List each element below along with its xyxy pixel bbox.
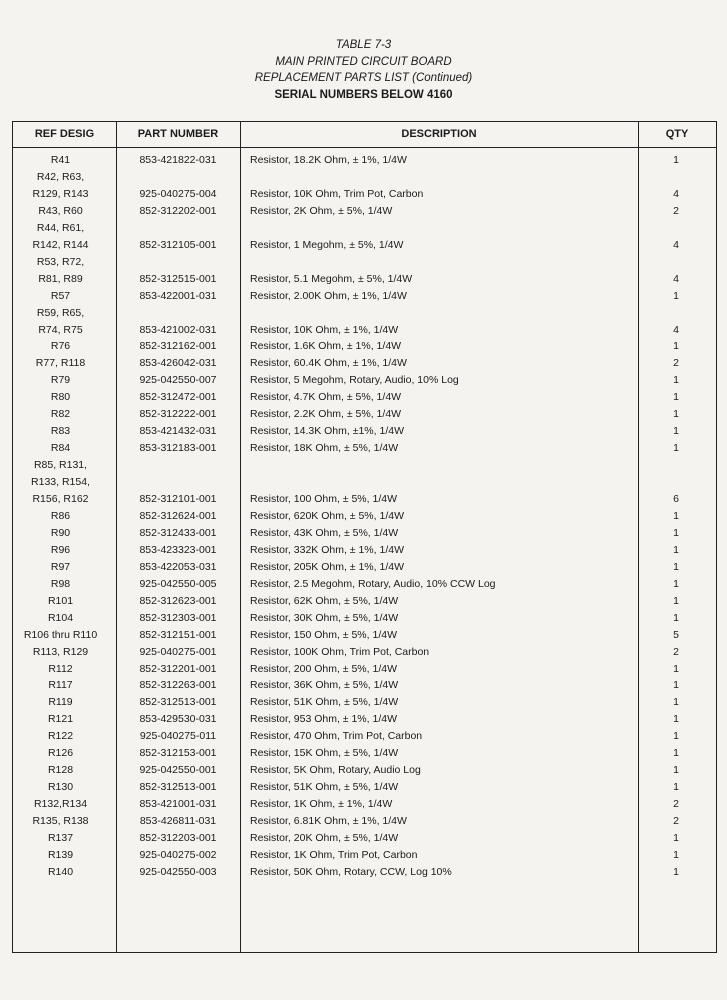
part-number-cell: 852-312623-001 (139, 594, 217, 607)
part-number-cell: 853-423323-001 (139, 543, 217, 556)
ref-desig-cell: R139 (47, 848, 74, 861)
col-header-part: PART NUMBER (137, 128, 219, 140)
qty-cell: 4 (673, 238, 679, 251)
table-row (13, 677, 718, 694)
table-row (13, 271, 718, 288)
description-cell: Resistor, 5K Ohm, Rotary, Audio Log (250, 764, 421, 777)
table-subtitle (0, 71, 727, 86)
part-number-cell: 925-040275-011 (139, 730, 217, 743)
part-number-cell: 852-312162-001 (139, 340, 217, 353)
table-row (13, 440, 718, 457)
part-number-cell: 852-312513-001 (139, 696, 217, 709)
qty-cell: 1 (673, 425, 679, 438)
table-row (13, 355, 718, 372)
qty-cell: 1 (673, 526, 679, 539)
part-number-cell: 853-421001-031 (139, 798, 217, 811)
table-row (13, 220, 718, 237)
ref-desig-cell: R76 (50, 340, 71, 353)
qty-cell: 1 (673, 679, 679, 692)
ref-desig-cell: R132,R134 (33, 798, 88, 811)
part-number-cell: 853-421002-031 (139, 323, 217, 336)
part-number-cell: 852-312203-001 (139, 832, 217, 844)
table-row (13, 610, 718, 627)
part-number-cell: 852-312101-001 (139, 493, 217, 505)
table-row (13, 186, 718, 203)
description-cell: Resistor, 5 Megohm, Rotary, Audio, 10% Log (250, 374, 459, 387)
description-cell: Resistor, 18K Ohm, ± 5%, 1/4W (250, 442, 399, 455)
table-row (13, 525, 718, 542)
description-cell: Resistor, 332K Ohm, ± 1%, 1/4W (250, 543, 404, 556)
ref-desig-cell: R133, R154, (31, 476, 90, 489)
ref-desig-cell: R121 (47, 713, 74, 726)
part-number-cell: 853-312183-001 (139, 442, 217, 455)
parts-table (12, 121, 717, 953)
description-cell: Resistor, 5.1 Megohm, ± 5%, 1/4W (250, 272, 413, 285)
table-row (13, 288, 718, 305)
description-cell: Resistor, 50K Ohm, Rotary, CCW, Log 10% (250, 865, 452, 878)
ref-desig-cell: R101 (47, 594, 74, 607)
ref-desig-cell: R156, R162 (32, 493, 89, 505)
ref-desig-cell: R130 (47, 781, 74, 794)
part-number-cell: 925-042550-005 (139, 577, 217, 590)
part-number-cell: 925-042550-001 (139, 764, 217, 777)
table-number (0, 38, 727, 53)
ref-desig-cell: R85, R131, (33, 459, 88, 472)
table-row (13, 627, 718, 644)
description-cell: Resistor, 14.3K Ohm, ±1%, 1/4W (250, 425, 404, 438)
table-row (13, 508, 718, 525)
ref-desig-cell: R79 (50, 374, 71, 387)
description-cell: Resistor, 51K Ohm, ± 5%, 1/4W (250, 696, 399, 709)
ref-desig-cell: R90 (50, 526, 71, 539)
table-row (13, 338, 718, 355)
qty-cell: 4 (673, 187, 679, 200)
ref-desig-cell: R44, R61, (36, 221, 85, 234)
ref-desig-cell: R86 (50, 509, 71, 522)
qty-cell: 1 (673, 662, 679, 675)
description-cell: Resistor, 20K Ohm, ± 5%, 1/4W (250, 832, 399, 844)
description-cell: Resistor, 15K Ohm, ± 5%, 1/4W (250, 747, 399, 760)
table-row (13, 644, 718, 661)
part-number-cell: 852-312202-001 (139, 204, 217, 217)
table-row (13, 305, 718, 322)
table-row (13, 237, 718, 254)
description-cell: Resistor, 2.5 Megohm, Rotary, Audio, 10% CCW Log (250, 577, 496, 590)
ref-desig-cell: R74, R75 (38, 323, 83, 336)
ref-desig-cell: R83 (50, 425, 71, 438)
table-row (13, 694, 718, 711)
table-row (13, 745, 718, 762)
col-header-qty: QTY (665, 128, 689, 140)
table-row (13, 152, 718, 169)
ref-desig-cell: R82 (50, 408, 71, 421)
col-header-desc: DESCRIPTION (401, 128, 477, 140)
qty-cell: 2 (673, 645, 679, 658)
ref-desig-cell: R112 (48, 662, 73, 675)
table-title (0, 55, 727, 70)
ref-desig-cell: R81, R89 (38, 272, 83, 285)
table-row (13, 559, 718, 576)
ref-desig-cell: R42, R63, (36, 170, 85, 183)
qty-cell: 2 (673, 815, 679, 828)
qty-cell: 6 (673, 493, 679, 505)
description-cell: Resistor, 953 Ohm, ± 1%, 1/4W (250, 713, 397, 726)
description-cell: Resistor, 620K Ohm, ± 5%, 1/4W (250, 509, 404, 522)
qty-cell: 4 (673, 323, 679, 336)
description-cell: Resistor, 51K Ohm, ± 5%, 1/4W (250, 781, 399, 794)
table-row (13, 457, 718, 474)
part-number-cell: 852-312433-001 (139, 526, 217, 539)
table-row (13, 661, 718, 678)
description-cell: Resistor, 6.81K Ohm, ± 1%, 1/4W (250, 815, 407, 828)
description-cell: Resistor, 100 Ohm, ± 5%, 1/4W (250, 493, 397, 505)
qty-cell: 5 (673, 628, 679, 641)
qty-cell: 1 (673, 611, 679, 624)
description-cell: Resistor, 4.7K Ohm, ± 5%, 1/4W (250, 391, 402, 404)
qty-cell: 1 (673, 747, 679, 760)
qty-cell: 1 (673, 781, 679, 794)
qty-cell: 1 (673, 560, 679, 573)
table-row (13, 711, 718, 728)
table-row (13, 423, 718, 440)
part-number-cell: 853-421432-031 (139, 425, 217, 438)
ref-desig-cell: R122 (47, 730, 74, 743)
ref-desig-cell: R57 (50, 289, 71, 302)
part-number-cell: 925-040275-001 (139, 645, 217, 658)
description-cell: Resistor, 10K Ohm, Trim Pot, Carbon (250, 187, 424, 200)
part-number-cell: 852-312624-001 (139, 509, 217, 522)
qty-cell: 1 (673, 340, 679, 353)
part-number-cell: 853-422053-031 (139, 560, 217, 573)
qty-cell: 4 (673, 272, 679, 285)
description-cell: Resistor, 200 Ohm, ± 5%, 1/4W (250, 662, 397, 675)
ref-desig-cell: R135, R138 (32, 815, 89, 828)
qty-cell: 1 (673, 408, 679, 421)
part-number-cell: 853-429530-031 (139, 713, 217, 726)
ref-desig-cell: R80 (50, 391, 71, 404)
part-number-cell: 852-312513-001 (139, 781, 217, 794)
table-row (13, 474, 718, 491)
description-cell: Resistor, 2.2K Ohm, ± 5%, 1/4W (250, 408, 402, 421)
ref-desig-cell: R129, R143 (32, 187, 89, 200)
description-cell: Resistor, 1K Ohm, ± 1%, 1/4W (250, 798, 393, 811)
table-row (13, 254, 718, 271)
qty-cell: 2 (673, 204, 679, 217)
qty-cell: 1 (673, 543, 679, 556)
ref-desig-cell: R140 (47, 865, 74, 878)
table-row (13, 796, 718, 813)
part-number-cell: 852-312303-001 (139, 611, 217, 624)
part-number-cell: 853-422001-031 (139, 289, 217, 302)
table-row (13, 779, 718, 796)
description-cell: Resistor, 470 Ohm, Trim Pot, Carbon (250, 730, 423, 743)
qty-cell: 1 (673, 577, 679, 590)
description-cell: Resistor, 150 Ohm, ± 5%, 1/4W (250, 628, 397, 641)
table-row (13, 593, 718, 610)
table-row (13, 830, 718, 847)
table-row (13, 169, 718, 186)
part-number-cell: 852-312472-001 (139, 391, 217, 404)
qty-cell: 1 (673, 391, 679, 404)
table-row (13, 813, 718, 830)
description-cell: Resistor, 43K Ohm, ± 5%, 1/4W (250, 526, 399, 539)
ref-desig-cell: R126 (47, 747, 74, 760)
qty-cell: 1 (673, 832, 679, 844)
qty-cell: 1 (673, 594, 679, 607)
part-number-cell: 925-042550-003 (139, 865, 217, 878)
part-number-cell: 852-312153-001 (139, 747, 217, 760)
ref-desig-cell: R104 (47, 611, 74, 624)
table-number-text: TABLE 7-3 (335, 39, 392, 51)
ref-desig-cell: R53, R72, (36, 255, 85, 268)
qty-cell: 1 (673, 696, 679, 709)
part-number-cell: 853-426042-031 (139, 357, 217, 370)
ref-desig-cell: R142, R144 (32, 238, 89, 251)
ref-desig-cell: R113, R129 (32, 645, 89, 658)
ref-desig-cell: R119 (48, 696, 73, 709)
description-cell: Resistor, 2K Ohm, ± 5%, 1/4W (250, 204, 393, 217)
description-cell: Resistor, 1.6K Ohm, ± 1%, 1/4W (250, 340, 402, 353)
ref-desig-cell: R97 (50, 560, 71, 573)
description-cell: Resistor, 205K Ohm, ± 1%, 1/4W (250, 560, 404, 573)
qty-cell: 1 (673, 509, 679, 522)
ref-desig-cell: R98 (50, 577, 71, 590)
table-row (13, 542, 718, 559)
qty-cell: 1 (673, 289, 679, 302)
part-number-cell: 853-421822-031 (139, 154, 217, 166)
part-number-cell: 852-312263-001 (139, 679, 217, 692)
description-cell: Resistor, 100K Ohm, Trim Pot, Carbon (250, 645, 430, 658)
table-row (13, 406, 718, 423)
ref-desig-cell: R77, R118 (35, 357, 86, 370)
table-subtitle-text: REPLACEMENT PARTS LIST (Continued) (254, 72, 473, 84)
ref-desig-cell: R106 thru R110 (23, 628, 98, 641)
ref-desig-cell: R137 (47, 832, 74, 844)
qty-cell: 1 (673, 442, 679, 455)
description-cell: Resistor, 60.4K Ohm, ± 1%, 1/4W (250, 357, 407, 370)
table-row (13, 762, 718, 779)
header-divider (13, 147, 716, 148)
table-row (13, 322, 718, 339)
qty-cell: 1 (673, 154, 679, 166)
ref-desig-cell: R41 (50, 154, 71, 166)
ref-desig-cell: R96 (50, 543, 71, 556)
qty-cell: 2 (673, 357, 679, 370)
qty-cell: 1 (673, 374, 679, 387)
table-title-text: MAIN PRINTED CIRCUIT BOARD (275, 56, 452, 68)
part-number-cell: 925-040275-002 (139, 848, 217, 861)
qty-cell: 1 (673, 865, 679, 878)
part-number-cell: 853-426811-031 (139, 815, 217, 828)
part-number-cell: 852-312201-001 (139, 662, 217, 675)
description-cell: Resistor, 2.00K Ohm, ± 1%, 1/4W (250, 289, 407, 302)
part-number-cell: 852-312515-001 (139, 272, 217, 285)
part-number-cell: 925-040275-004 (139, 187, 217, 200)
qty-cell: 2 (673, 798, 679, 811)
table-row (13, 372, 718, 389)
table-row (13, 728, 718, 745)
description-cell: Resistor, 30K Ohm, ± 5%, 1/4W (250, 611, 399, 624)
table-row (13, 203, 718, 220)
table-row (13, 491, 718, 508)
ref-desig-cell: R59, R65, (36, 306, 85, 319)
part-number-cell: 852-312151-001 (139, 628, 217, 641)
serial-note (0, 88, 727, 103)
qty-cell: 1 (673, 713, 679, 726)
table-row (13, 576, 718, 593)
table-row (13, 847, 718, 864)
qty-cell: 1 (673, 730, 679, 743)
description-cell: Resistor, 36K Ohm, ± 5%, 1/4W (250, 679, 399, 692)
ref-desig-cell: R128 (47, 764, 74, 777)
description-cell: Resistor, 1 Megohm, ± 5%, 1/4W (250, 238, 404, 251)
description-cell: Resistor, 18.2K Ohm, ± 1%, 1/4W (250, 154, 407, 166)
table-row (13, 389, 718, 406)
col-header-ref: REF DESIG (34, 128, 95, 140)
part-number-cell: 852-312105-001 (139, 238, 217, 251)
qty-cell: 1 (673, 848, 679, 861)
ref-desig-cell: R84 (50, 442, 71, 455)
part-number-cell: 925-042550-007 (139, 374, 217, 387)
description-cell: Resistor, 10K Ohm, ± 1%, 1/4W (250, 323, 399, 336)
qty-cell: 1 (673, 764, 679, 777)
description-cell: Resistor, 1K Ohm, Trim Pot, Carbon (250, 848, 418, 861)
description-cell: Resistor, 62K Ohm, ± 5%, 1/4W (250, 594, 399, 607)
ref-desig-cell: R43, R60 (38, 204, 83, 217)
part-number-cell: 852-312222-001 (139, 408, 217, 421)
table-row (13, 864, 718, 881)
serial-note-text: SERIAL NUMBERS BELOW 4160 (274, 89, 453, 101)
ref-desig-cell: R117 (48, 679, 73, 692)
